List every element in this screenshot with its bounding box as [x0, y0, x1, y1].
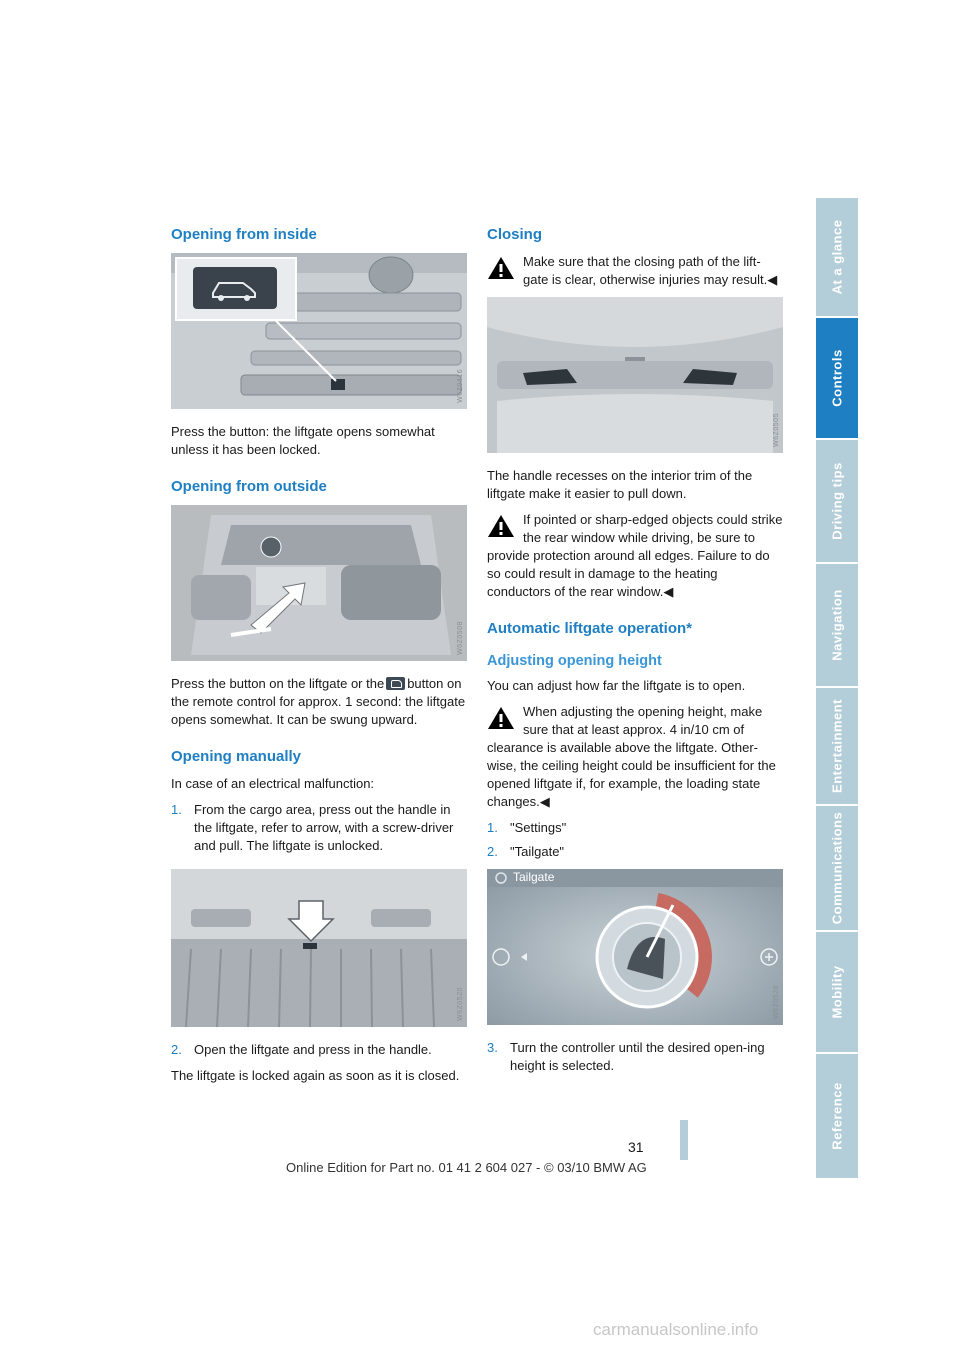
warning-clearance	[487, 703, 783, 811]
remote-liftgate-icon	[386, 677, 405, 690]
step-number: 1.	[487, 820, 498, 835]
warning-text: When adjusting the opening height, make sure that at least approx. 4 in/10 cm of clearance is available above the liftgate. Other-wise, the ceiling height could be insufficient for the opened liftgate if, for example, the loading state changes.◀	[487, 704, 776, 809]
chapter-side-nav	[816, 198, 858, 1180]
list-item	[171, 801, 467, 855]
automatic-steps-b	[487, 1039, 783, 1075]
liftgate-exterior-illustration	[171, 505, 467, 661]
heading-opening-outside: Opening from outside	[171, 478, 327, 495]
chapter-tab[interactable]	[816, 198, 858, 318]
warning-icon	[487, 514, 515, 538]
chapter-tab-label: Reference	[829, 1082, 845, 1150]
idrive-screen-illustration	[487, 869, 783, 1025]
right-column	[487, 225, 783, 1083]
warning-closing-path	[487, 253, 783, 289]
step-text: From the cargo area, press out the handle in the liftgate, refer to arrow, with a screw-driver and pull. The liftgate is unlocked.	[194, 802, 454, 853]
step-number: 2.	[487, 844, 498, 859]
screen-title: Tailgate	[513, 870, 555, 884]
figure-code: W6Z0508	[457, 621, 464, 655]
page-number: 31	[628, 1139, 644, 1155]
manual-steps-b	[171, 1041, 467, 1059]
paragraph-outside	[171, 675, 467, 729]
chapter-tab[interactable]	[816, 564, 858, 688]
heading-closing: Closing	[487, 226, 542, 243]
step-text: Turn the controller until the desired open-ing height is selected.	[510, 1040, 765, 1073]
paragraph-handle-recesses: The handle recesses on the interior trim of the liftgate make it easier to pull down.	[487, 468, 753, 501]
list-item	[171, 1041, 467, 1059]
figure-manual-handle	[171, 869, 467, 1027]
chapter-tab-label: Communications	[829, 811, 845, 925]
chapter-tab[interactable]	[816, 688, 858, 806]
warning-text: Make sure that the closing path of the lift-gate is clear, otherwise injuries may result.◀	[523, 254, 778, 287]
heading-automatic: Automatic liftgate operation*	[487, 620, 693, 637]
chapter-tab[interactable]	[816, 932, 858, 1054]
paragraph-outside-a: Press the button on the liftgate or the	[171, 676, 385, 691]
figure-code: W6Z0416	[457, 369, 464, 403]
step-number: 3.	[487, 1040, 498, 1055]
chapter-tab-label: Controls	[829, 349, 845, 407]
footer-accent-bar	[680, 1120, 688, 1160]
warning-text: If pointed or sharp-edged objects could strike the rear window while driving, be sure to provide protection around all edges. Failure to do so could result in damage to the heating conductors of the rear window.◀	[487, 512, 783, 599]
paragraph-manually-intro: In case of an electrical malfunction:	[171, 776, 375, 791]
cargo-area-illustration	[171, 869, 467, 1027]
list-item	[487, 819, 783, 837]
chapter-tab[interactable]	[816, 1054, 858, 1180]
figure-code: W6Z0505	[773, 413, 780, 447]
warning-rear-window	[487, 511, 783, 601]
chapter-tab[interactable]	[816, 440, 858, 564]
list-item	[487, 843, 783, 861]
paragraph-outside-b: button on the remote control for approx. 1 second: the liftgate opens somewhat. It can be swung upward.	[171, 676, 466, 727]
step-text: Open the liftgate and press in the handle.	[194, 1042, 432, 1057]
heading-opening-inside: Opening from inside	[171, 226, 317, 243]
warning-icon	[487, 706, 515, 730]
heading-opening-manually: Opening manually	[171, 748, 302, 765]
chapter-tab-label: Navigation	[829, 589, 845, 661]
watermark: carmanualsonline.info	[593, 1320, 759, 1339]
figure-handle-recesses	[487, 297, 783, 453]
left-column	[171, 225, 467, 1093]
interior-trim-illustration	[487, 297, 783, 453]
figure-tailgate-screen	[487, 869, 783, 1025]
step-number: 1.	[171, 802, 182, 817]
automatic-steps-a	[487, 819, 783, 861]
list-item	[487, 1039, 783, 1075]
chapter-tab-label: Entertainment	[829, 699, 845, 793]
figure-inside-button	[171, 253, 467, 409]
step-number: 2.	[171, 1042, 182, 1057]
step-text: "Settings"	[510, 820, 567, 835]
figure-code: W6Z0526	[773, 985, 780, 1019]
edition-line: Online Edition for Part no. 01 41 2 604 027 - © 03/10 BMW AG	[286, 1160, 647, 1175]
warning-icon	[487, 256, 515, 280]
subheading-opening-height: Adjusting opening height	[487, 653, 662, 669]
chapter-tab[interactable]	[816, 318, 858, 440]
step-text: "Tailgate"	[510, 844, 565, 859]
dashboard-illustration	[171, 253, 467, 409]
figure-code: W6Z0520	[457, 987, 464, 1021]
paragraph-manually-closing: The liftgate is locked again as soon as it is closed.	[171, 1068, 460, 1083]
manual-steps-a	[171, 801, 467, 855]
chapter-tab-label: Driving tips	[829, 462, 845, 540]
chapter-tab-label: At a glance	[829, 219, 845, 295]
chapter-tab[interactable]	[816, 806, 858, 932]
chapter-tab-label: Mobility	[829, 965, 845, 1019]
figure-outside-button	[171, 505, 467, 661]
paragraph-automatic-intro: You can adjust how far the liftgate is to open.	[487, 678, 746, 693]
paragraph-inside: Press the button: the liftgate opens somewhat unless it has been locked.	[171, 424, 435, 457]
